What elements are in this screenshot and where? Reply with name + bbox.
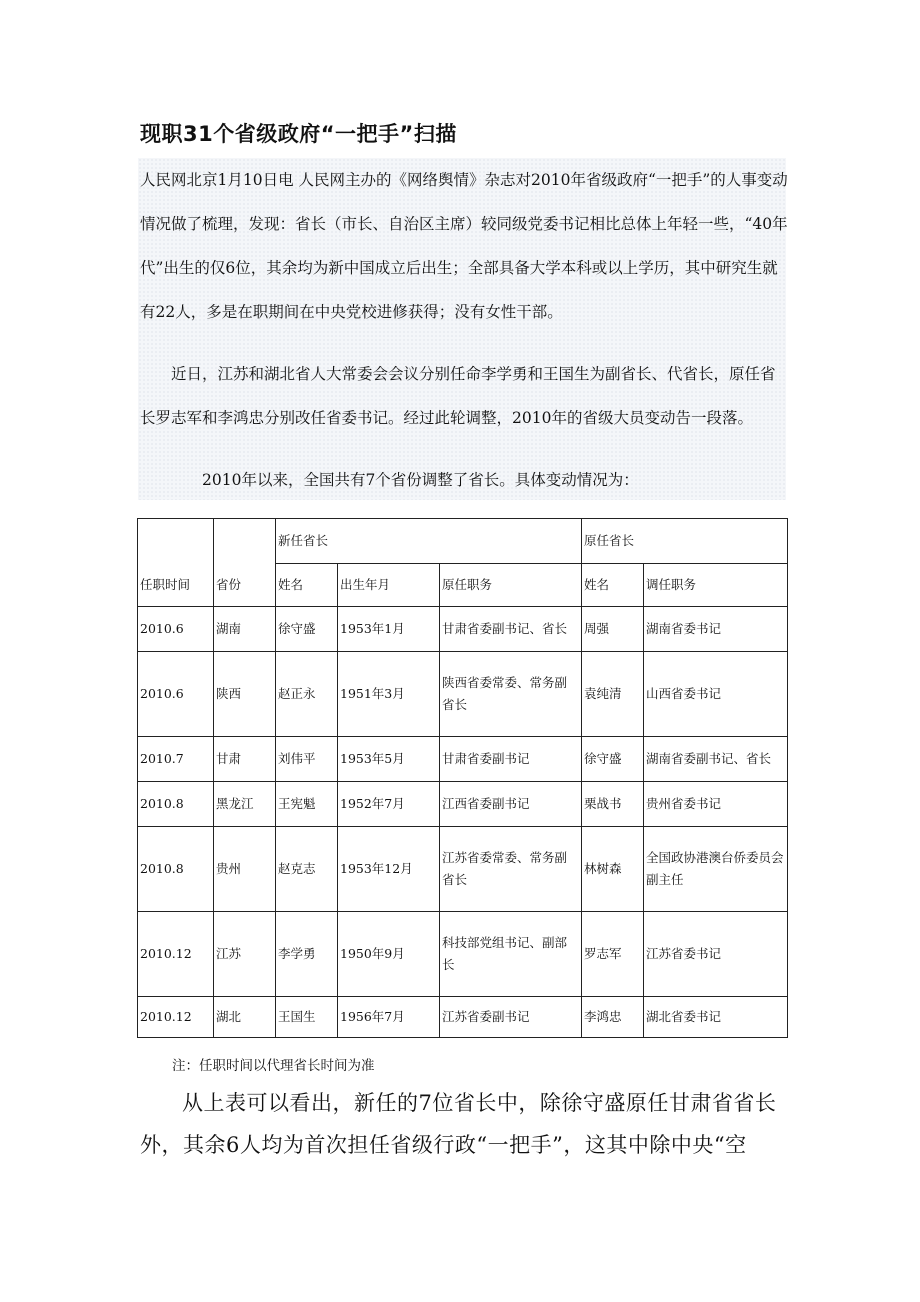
- cell-old-name: 袁纯清: [582, 652, 644, 737]
- header-old-governor: 原任省长: [582, 519, 788, 564]
- cell-new-name: 赵正永: [276, 652, 338, 737]
- cell-province: 湖南: [214, 607, 276, 652]
- cell-birth: 1952年7月: [338, 782, 440, 827]
- cell-province: 湖北: [214, 997, 276, 1038]
- cell-new-post: 湖南省委副书记、省长: [644, 737, 788, 782]
- cell-old-name: 罗志军: [582, 912, 644, 997]
- cell-birth: 1950年9月: [338, 912, 440, 997]
- cell-province: 江苏: [214, 912, 276, 997]
- header-date: 任职时间: [138, 519, 214, 607]
- cell-new-name: 赵克志: [276, 827, 338, 912]
- cell-new-post: 湖北省委书记: [644, 997, 788, 1038]
- table-row: [138, 997, 788, 1038]
- cell-date: 2010.6: [138, 607, 214, 652]
- cell-new-name: 徐守盛: [276, 607, 338, 652]
- cell-birth: 1951年3月: [338, 652, 440, 737]
- cell-province: 贵州: [214, 827, 276, 912]
- cell-new-name: 王国生: [276, 997, 338, 1038]
- cell-new-post: 山西省委书记: [644, 652, 788, 737]
- header-old-name: 姓名: [582, 564, 644, 607]
- header-new-governor: 新任省长: [276, 519, 582, 564]
- cell-date: 2010.7: [138, 737, 214, 782]
- cell-prev-post: 甘肃省委副书记: [440, 737, 582, 782]
- governor-change-table: [137, 518, 788, 1038]
- intro-paragraph-1: 人民网北京1月10日电 人民网主办的《网络舆情》杂志对2010年省级政府“一把手”的人事变动情况做了梳理，发现：省长（市长、自治区主席）较同级党委书记相比总体上年轻一些，“40年代”出生的仅6位，其余均为新中国成立后出生；全部具备大学本科或以上学历，其中研究生就有22人，多是在职期间在中央党校进修获得；没有女性干部。: [140, 171, 788, 321]
- table-note: 注：任职时间以代理省长时间为准: [172, 1058, 375, 1074]
- cell-old-name: 栗战书: [582, 782, 644, 827]
- intro-paragraph-2: 近日，江苏和湖北省人大常委会会议分别任命李学勇和王国生为副省长、代省长，原任省长罗志军和李鸿忠分别改任省委书记。经过此轮调整，2010年的省级大员变动告一段落。: [140, 365, 776, 427]
- header-province: 省份: [214, 519, 276, 607]
- table-row: [138, 652, 788, 737]
- header-birth: 出生年月: [338, 564, 440, 607]
- intro-paragraph-3: 2010年以来，全国共有7个省份调整了省长。具体变动情况为：: [202, 471, 639, 489]
- cell-province: 甘肃: [214, 737, 276, 782]
- cell-date: 2010.12: [138, 912, 214, 997]
- cell-birth: 1953年12月: [338, 827, 440, 912]
- cell-old-name: 周强: [582, 607, 644, 652]
- header-new-post: 调任职务: [644, 564, 788, 607]
- cell-prev-post: 江苏省委副书记: [440, 997, 582, 1038]
- cell-prev-post: 甘肃省委副书记、省长: [440, 607, 582, 652]
- cell-prev-post: 科技部党组书记、副部长: [440, 912, 582, 997]
- table-row: [138, 912, 788, 997]
- cell-new-post: 江苏省委书记: [644, 912, 788, 997]
- header-prev-post: 原任职务: [440, 564, 582, 607]
- table-row: [138, 827, 788, 912]
- cell-date: 2010.12: [138, 997, 214, 1038]
- cell-new-name: 李学勇: [276, 912, 338, 997]
- cell-birth: 1953年5月: [338, 737, 440, 782]
- cell-new-name: 刘伟平: [276, 737, 338, 782]
- cell-prev-post: 陕西省委常委、常务副省长: [440, 652, 582, 737]
- cell-date: 2010.8: [138, 827, 214, 912]
- table-row: [138, 782, 788, 827]
- cell-new-name: 王宪魁: [276, 782, 338, 827]
- cell-new-post: 贵州省委书记: [644, 782, 788, 827]
- cell-old-name: 林树森: [582, 827, 644, 912]
- header-new-name: 姓名: [276, 564, 338, 607]
- cell-date: 2010.8: [138, 782, 214, 827]
- closing-paragraph: 从上表可以看出，新任的7位省长中，除徐守盛原任甘肃省省长外，其余6人均为首次担任省级行政“一把手”，这其中除中央“空: [140, 1091, 777, 1157]
- table-row: [138, 607, 788, 652]
- cell-province: 陕西: [214, 652, 276, 737]
- cell-old-name: 李鸿忠: [582, 997, 644, 1038]
- page-title: 现职31个省级政府“一把手”扫描: [140, 122, 457, 146]
- cell-province: 黑龙江: [214, 782, 276, 827]
- cell-birth: 1953年1月: [338, 607, 440, 652]
- cell-old-name: 徐守盛: [582, 737, 644, 782]
- table-header-row-1: [138, 519, 788, 564]
- cell-birth: 1956年7月: [338, 997, 440, 1038]
- cell-new-post: 全国政协港澳台侨委员会副主任: [644, 827, 788, 912]
- cell-new-post: 湖南省委书记: [644, 607, 788, 652]
- cell-prev-post: 江西省委副书记: [440, 782, 582, 827]
- cell-date: 2010.6: [138, 652, 214, 737]
- table-row: [138, 737, 788, 782]
- cell-prev-post: 江苏省委常委、常务副省长: [440, 827, 582, 912]
